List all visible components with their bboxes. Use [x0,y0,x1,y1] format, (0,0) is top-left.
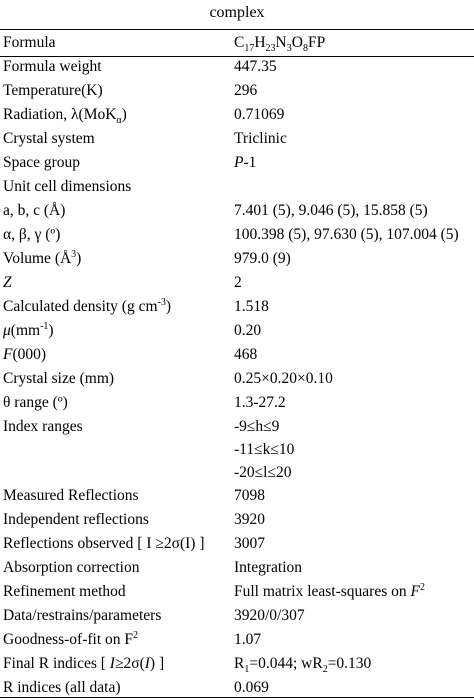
row-value: 7098 [234,487,265,504]
row-value: 3007 [234,535,265,552]
table-row [0,556,474,580]
row-value: 7.401 (5), 9.046 (5), 15.858 (5) [234,202,428,219]
row-value: -20≤l≤20 [234,464,292,481]
row-label: Data/restrains/parameters [3,607,162,624]
table-row [0,247,474,271]
row-value: 1.3-27.2 [234,394,286,411]
table-row [0,604,474,628]
table-row [0,461,474,484]
table-row [0,652,474,676]
row-label: Independent reflections [3,511,149,528]
table-row [0,367,474,391]
row-value: 100.398 (5), 97.630 (5), 107.004 (5) [234,226,459,243]
data-table [0,31,474,700]
row-label: Measured Reflections [3,487,139,504]
table-row [0,31,474,55]
row-value: $R_1=0.044$; $wR_2=0.130$ [234,655,372,676]
row-label: Final R indices [ I≥2σ(I) ] [3,655,165,672]
row-value: 979.0 (9) [234,250,291,267]
row-label: Crystal size (mm) [3,370,115,387]
row-value: 1.518 [234,298,269,315]
formula-value: $C_{17}H_{23}N_3O_8FP$ [234,34,326,55]
row-label: Goodness-of-fit on $F^2$ [3,629,139,648]
row-label: Crystal system [3,130,95,147]
row-value: 447.35 [234,58,277,75]
table-row [0,532,474,556]
row-label: Unit cell dimensions [3,178,132,195]
row-value: 1.07 [234,631,262,648]
table-row [0,199,474,223]
table-title: complex [209,4,265,21]
row-label: Z [3,274,12,291]
table-row [0,484,474,508]
row-label: F(000) [3,346,47,363]
row-label: Formula [3,34,56,51]
row-value: 0.71069 [234,106,285,123]
row-value: 0.069 [234,679,269,696]
table-row [0,628,474,652]
table-row [0,271,474,295]
row-label: Temperature(K) [3,82,103,99]
table-row [0,103,474,127]
row-label: Radiation, λ(MoK$_\alpha$) [3,106,127,127]
table-row [0,438,474,461]
row-value: Integration [234,559,303,576]
row-value: Triclinic [234,130,287,147]
row-value: 3920/0/307 [234,607,305,624]
top-rule [0,29,474,30]
row-label: α, β, γ (º) [3,226,61,243]
row-label: Absorption correction [3,559,140,576]
row-value: 0.25×0.20×0.10 [234,370,333,387]
table-row [0,415,474,438]
table-row [0,55,474,79]
table-row [0,508,474,532]
row-label: θ range (º) [3,394,68,411]
row-value: 296 [234,82,258,99]
table-row [0,295,474,319]
row-label: Refinement method [3,583,126,600]
row-label: Formula weight [3,58,102,75]
row-value: -11≤k≤10 [234,441,295,458]
row-label: Reflections observed [ I ≥2σ(I) ] [3,535,205,552]
row-label: Volume $(Å^3)$ [3,248,82,267]
table-row [0,343,474,367]
table-row [0,391,474,415]
row-value: 2 [234,274,242,291]
table-row [0,223,474,247]
table-row [0,151,474,175]
row-label: a, b, c (Å) [3,202,66,219]
row-value: P-1 [234,154,257,171]
row-value: 468 [234,346,258,363]
table-row [0,580,474,604]
table-row [0,319,474,343]
row-value: 0.20 [234,322,262,339]
row-label: R indices (all data) [3,679,121,696]
row-label: $\mu(mm^{-1})$ [3,320,54,339]
table-row [0,79,474,103]
table-row [0,175,474,199]
table-row [0,676,474,700]
row-label: Index ranges [3,418,83,435]
row-label: Calculated density (g $cm^{-3}$) [3,296,172,315]
table-row [0,127,474,151]
row-value: 3920 [234,511,265,528]
row-label: Space group [3,154,81,171]
row-value: -9≤h≤9 [234,418,280,435]
row-value: Full matrix least-squares on $F^2$ [234,581,425,600]
